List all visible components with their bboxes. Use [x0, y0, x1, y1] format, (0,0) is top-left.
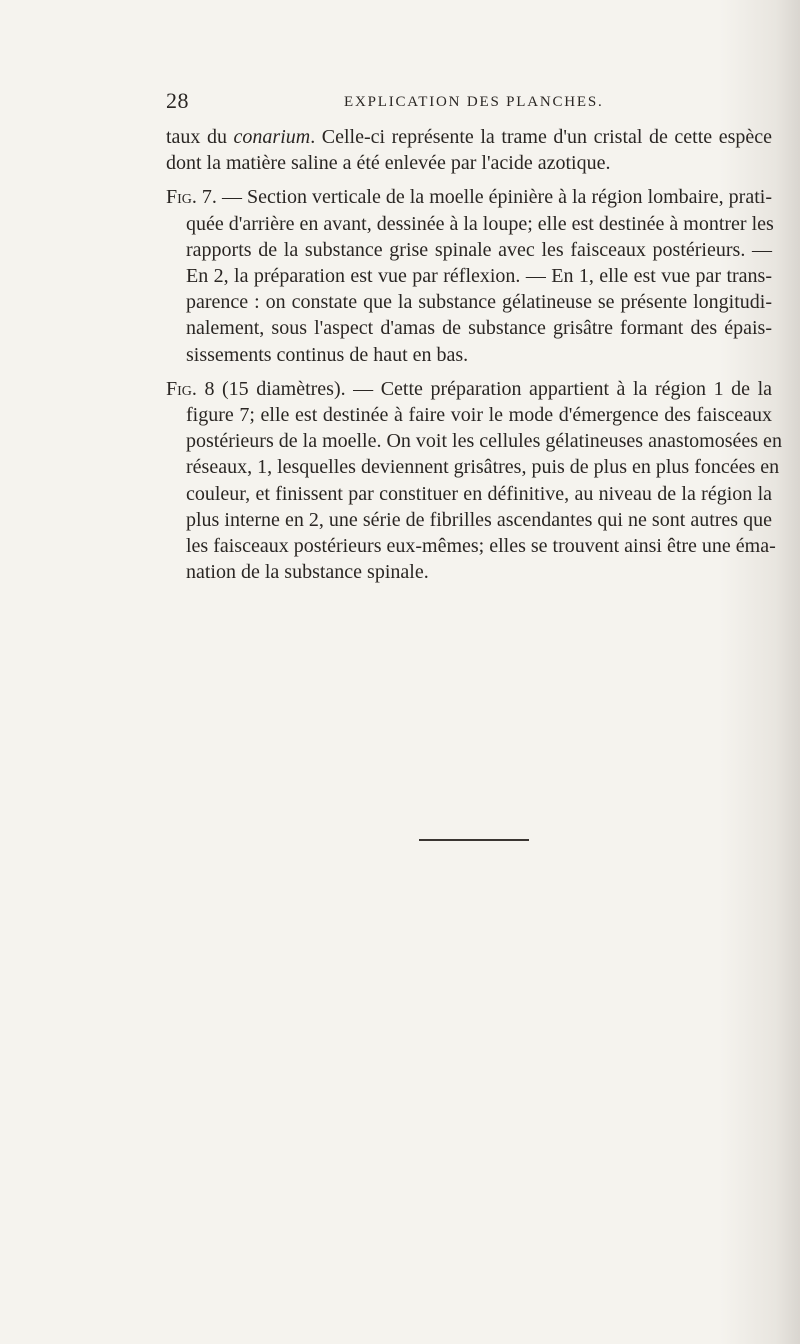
text-line: réseaux, 1, lesquelles deviennent grisâtres, puis de plus en plus foncées en [186, 456, 780, 479]
text-line: plus interne en 2, une série de fibrilles ascendantes qui ne sont autres que [186, 508, 772, 531]
page-number: 28 [166, 88, 189, 113]
text-line: rapports de la substance grise spinale avec les faisceaux postérieurs. — [186, 238, 772, 261]
text-line: couleur, et finissent par constituer en définitive, au niveau de la région la [186, 482, 772, 505]
text-line: sissements continus de haut en bas. [186, 343, 469, 366]
text-line: les faisceaux postérieurs eux-mêmes; elles se trouvent ainsi être une éma- [186, 535, 776, 558]
text-line [166, 184, 772, 210]
text-line [166, 376, 772, 402]
paragraph-fig-7 [166, 184, 772, 367]
figure-label: Fig. [166, 377, 197, 400]
paragraph-continuation [166, 124, 772, 176]
text-line: nation de la substance spinale. [186, 561, 429, 584]
paragraph-fig-8 [166, 376, 782, 586]
text-line: nalement, sous l'aspect d'amas de substance grisâtre formant des épais- [186, 317, 772, 340]
text-run: 8 (15 diamètres). — Cette préparation appartient à la région 1 de la [196, 377, 772, 400]
text-run: — Section verticale de la moelle épinière à la région lombaire, prati- [216, 186, 772, 209]
body-text [166, 124, 782, 585]
text-line: postérieurs de la moelle. On voit les cellules gélatineuses anastomosées en [186, 430, 782, 453]
figure-label: Fig. 7. [166, 186, 217, 209]
text-line: figure 7; elle est destinée à faire voir le mode d'émergence des faisceaux [186, 404, 772, 427]
section-separator-rule [419, 839, 529, 841]
text-line: dont la matière saline a été enlevée par l'acide azotique. [166, 152, 611, 175]
text-line: parence : on constate que la substance gélatineuse se présente longitudi- [186, 291, 772, 314]
text-line: taux du conarium. Celle-ci représente la trame d'un cristal de cette espèce [166, 126, 773, 148]
running-head [166, 88, 606, 120]
text-line: En 2, la préparation est vue par réflexion. — En 1, elle est vue par trans- [186, 265, 772, 288]
text-line: quée d'arrière en avant, dessinée à la loupe; elle est destinée à montrer les [186, 212, 774, 235]
running-title: EXPLICATION DES PLANCHES. [344, 94, 604, 110]
